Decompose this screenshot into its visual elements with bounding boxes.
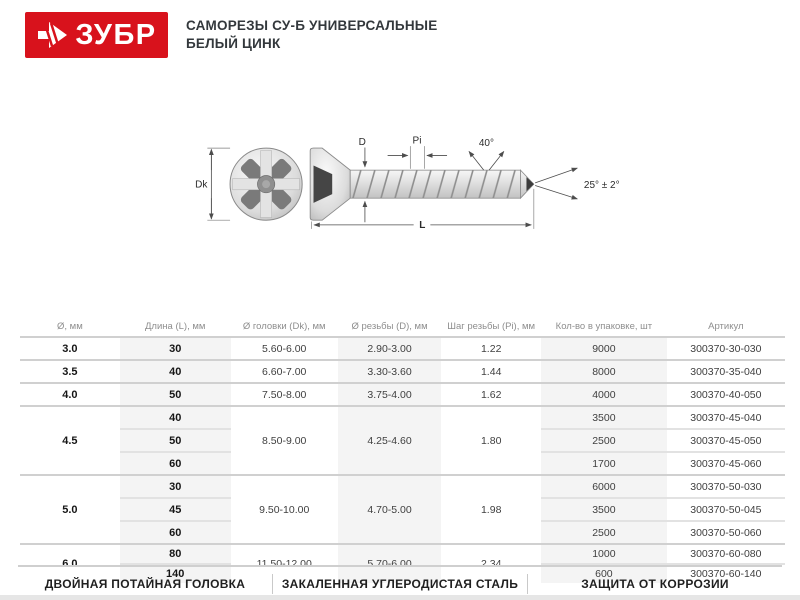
thread-diameter-cell: 3.30-3.60 xyxy=(338,360,441,383)
diameter-cell: 5.0 xyxy=(20,475,120,544)
diameter-cell: 6.0 xyxy=(20,544,120,583)
qty-cell: 8000 xyxy=(541,360,667,383)
column-header: Длина (L), мм xyxy=(145,320,206,332)
qty-cell: 3500 xyxy=(541,406,667,429)
article-cell: 300370-50-060 xyxy=(690,526,762,539)
spec-table xyxy=(20,316,785,583)
article-cell: 300370-45-040 xyxy=(667,406,785,429)
diameter-cell: 4.5 xyxy=(20,406,120,475)
zubr-arrow-icon xyxy=(36,21,68,49)
length-cell: 40 xyxy=(120,406,231,429)
column-header: Ø головки (Dk), мм xyxy=(242,320,326,332)
screw-side-view xyxy=(310,148,534,220)
length-cell: 140 xyxy=(120,564,231,583)
qty-cell: 2500 xyxy=(541,429,667,452)
qty-cell: 2500 xyxy=(541,521,667,544)
dk-dimension xyxy=(195,148,230,220)
qty-cell: 3500 xyxy=(541,498,667,521)
article-cell: 300370-45-050 xyxy=(667,429,785,452)
length-cell: 30 xyxy=(120,475,231,498)
length-cell: 60 xyxy=(120,521,231,544)
length-cell: 50 xyxy=(120,383,231,406)
page-title xyxy=(186,17,437,53)
bottom-band xyxy=(0,595,800,600)
head-diameter-cell: 8.50-9.00 xyxy=(231,406,338,475)
screw-technical-drawing xyxy=(190,130,656,242)
spec-table-section xyxy=(20,316,785,583)
table-row xyxy=(20,383,785,406)
pi-dimension xyxy=(388,135,447,168)
thread-diameter-cell: 4.25-4.60 xyxy=(338,406,441,475)
qty-cell: 6000 xyxy=(541,475,667,498)
spec-table-body xyxy=(20,337,785,583)
article-cell: 300370-45-060 xyxy=(690,457,762,470)
thread-diameter-cell: 4.70-5.00 xyxy=(338,475,441,544)
qty-cell: 600 xyxy=(541,564,667,583)
table-row xyxy=(20,475,785,498)
column-header: Кол-во в упаковке, шт xyxy=(555,320,653,332)
pitch-cell: 1.22 xyxy=(441,337,541,360)
qty-cell: 1700 xyxy=(541,452,667,475)
diameter-cell: 3.5 xyxy=(20,360,120,383)
table-row xyxy=(20,360,785,383)
length-cell: 45 xyxy=(120,498,231,521)
qty-cell: 4000 xyxy=(541,383,667,406)
length-cell: 40 xyxy=(120,360,231,383)
feature-label: ЗАКАЛЕННАЯ УГЛЕРОДИСТАЯ СТАЛЬ xyxy=(272,574,527,594)
article-cell: 300370-50-045 xyxy=(667,498,785,521)
table-row xyxy=(20,337,785,360)
table-row xyxy=(20,406,785,429)
article-cell: 300370-50-030 xyxy=(667,475,785,498)
qty-cell: 1000 xyxy=(541,544,667,564)
footer-features xyxy=(18,565,782,594)
pitch-cell: 2.34 xyxy=(441,544,541,583)
head-diameter-cell: 5.60-6.00 xyxy=(231,337,338,360)
qty-cell: 9000 xyxy=(541,337,667,360)
head-diameter-cell: 7.50-8.00 xyxy=(231,383,338,406)
article-cell: 300370-40-050 xyxy=(667,383,785,406)
length-cell: 50 xyxy=(120,429,231,452)
point-angle-dimension xyxy=(535,168,619,199)
dk-dimension-label: Dk xyxy=(195,179,208,191)
spec-table-header-row xyxy=(20,316,785,337)
tip-angle-dimension xyxy=(469,138,504,170)
length-cell: 80 xyxy=(120,544,231,564)
brand-logo xyxy=(25,12,168,58)
feature-label: ЗАЩИТА ОТ КОРРОЗИИ xyxy=(527,574,782,594)
brand-name: ЗУБР xyxy=(75,18,157,51)
article-cell: 300370-30-030 xyxy=(667,337,785,360)
table-row xyxy=(20,544,785,564)
screw-diagram-svg xyxy=(190,130,656,237)
column-header: Ø, мм xyxy=(57,320,83,332)
pitch-cell: 1.80 xyxy=(441,406,541,475)
tip-angle-label: 40° xyxy=(478,138,494,150)
length-cell: 30 xyxy=(120,337,231,360)
screw-head-top-view xyxy=(230,148,302,220)
pi-dimension-label: Pi xyxy=(412,135,422,147)
head-diameter-cell: 11.50-12.00 xyxy=(231,544,338,583)
article-cell: 300370-35-040 xyxy=(667,360,785,383)
article-cell: 300370-60-080 xyxy=(667,544,785,564)
column-header: Ø резьбы (D), мм xyxy=(351,320,428,332)
point-angle-label: 25° ± 2° xyxy=(583,180,620,192)
head-diameter-cell: 6.60-7.00 xyxy=(231,360,338,383)
thread-diameter-cell: 3.75-4.00 xyxy=(338,383,441,406)
pitch-cell: 1.44 xyxy=(441,360,541,383)
pitch-cell: 1.62 xyxy=(441,383,541,406)
article-cell: 300370-60-140 xyxy=(690,568,762,580)
diameter-cell: 4.0 xyxy=(20,383,120,406)
thread-diameter-cell: 5.70-6.00 xyxy=(338,544,441,583)
diameter-cell: 3.0 xyxy=(20,337,120,360)
d-dimension-label: D xyxy=(358,136,366,148)
length-dimension-label: L xyxy=(419,220,426,232)
page-title-line2: БЕЛЫЙ ЦИНК xyxy=(186,36,281,51)
head-diameter-cell: 9.50-10.00 xyxy=(231,475,338,544)
column-header: Шаг резьбы (Pi), мм xyxy=(447,320,536,332)
pitch-cell: 1.98 xyxy=(441,475,541,544)
column-header: Артикул xyxy=(708,320,744,332)
thread-diameter-cell: 2.90-3.00 xyxy=(338,337,441,360)
length-cell: 60 xyxy=(120,452,231,475)
feature-label: ДВОЙНАЯ ПОТАЙНАЯ ГОЛОВКА xyxy=(44,577,246,591)
page-title-line1: САМОРЕЗЫ СУ-Б УНИВЕРСАЛЬНЫЕ xyxy=(186,18,438,33)
